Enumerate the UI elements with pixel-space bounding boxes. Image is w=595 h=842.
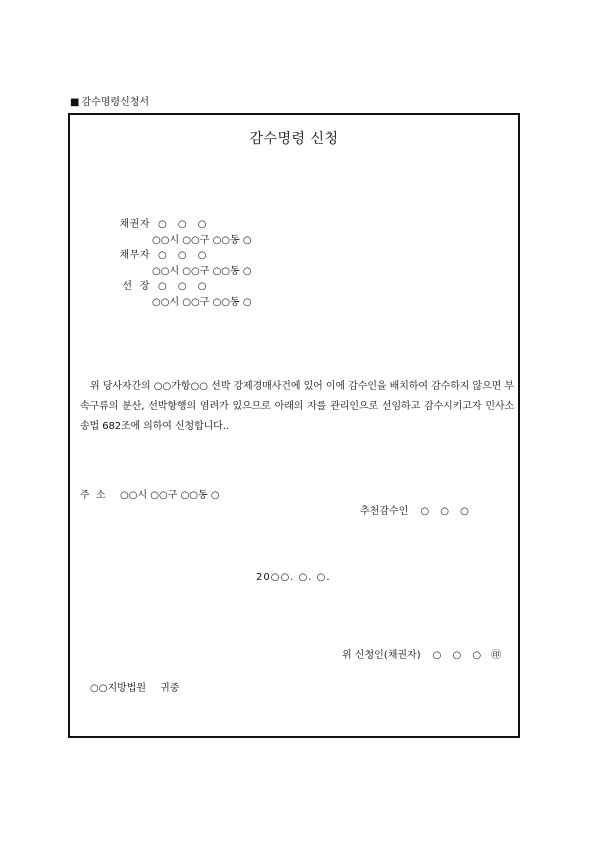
applicant-label: 위 신청인(채권자)	[342, 650, 421, 661]
captain-row	[110, 280, 211, 294]
application-date: 20○○. ○. ○.	[256, 572, 331, 583]
address-value: ○○시 ○○구 ○○동 ○	[120, 490, 220, 501]
court-name: ○○지방법원	[90, 683, 147, 694]
captain-name: ○ ○ ○	[158, 281, 211, 292]
applicant-line	[342, 649, 501, 663]
address-label: 주 소	[80, 490, 106, 501]
recommended-custodian	[360, 505, 473, 519]
application-body: 위 당사자간의 ○○가항○○ 선박 강제경매사건에 있어 이에 감수인을 배치하여 감수하지 않으면 부속구류의 분산, 선박항행의 염려가 있으므로 아래의 자를 관리인으로 선임하고 감수시키고자 민사소송법 682조에 의하여 신청합니다..	[80, 381, 514, 432]
creditor-label: 채권자	[119, 219, 150, 230]
creditor-name: ○ ○ ○	[158, 219, 211, 230]
debtor-name: ○ ○ ○	[158, 250, 211, 261]
applicant-name: ○ ○ ○	[432, 650, 486, 661]
form-caption	[70, 96, 149, 110]
creditor-address: ○○시 ○○구 ○○동 ○	[152, 235, 252, 246]
court-suffix: 귀중	[160, 683, 180, 694]
address-line	[80, 489, 220, 503]
seal-icon: ㊞	[491, 650, 502, 661]
debtor-label: 채무자	[119, 250, 150, 261]
creditor-row	[110, 218, 211, 232]
court-line	[90, 682, 179, 696]
recommended-name: ○ ○ ○	[420, 506, 473, 517]
debtor-address: ○○시 ○○구 ○○동 ○	[152, 266, 252, 277]
form-caption-label: 감수명령신청서	[81, 97, 150, 108]
captain-address: ○○시 ○○구 ○○동 ○	[152, 297, 252, 308]
debtor-row	[110, 249, 211, 263]
square-bullet-icon: ■	[70, 97, 80, 108]
document-frame	[68, 113, 520, 738]
recommended-label: 추천감수인	[360, 506, 409, 517]
captain-label: 선 장	[122, 281, 150, 292]
document-title: 감수명령 신청	[249, 131, 339, 147]
